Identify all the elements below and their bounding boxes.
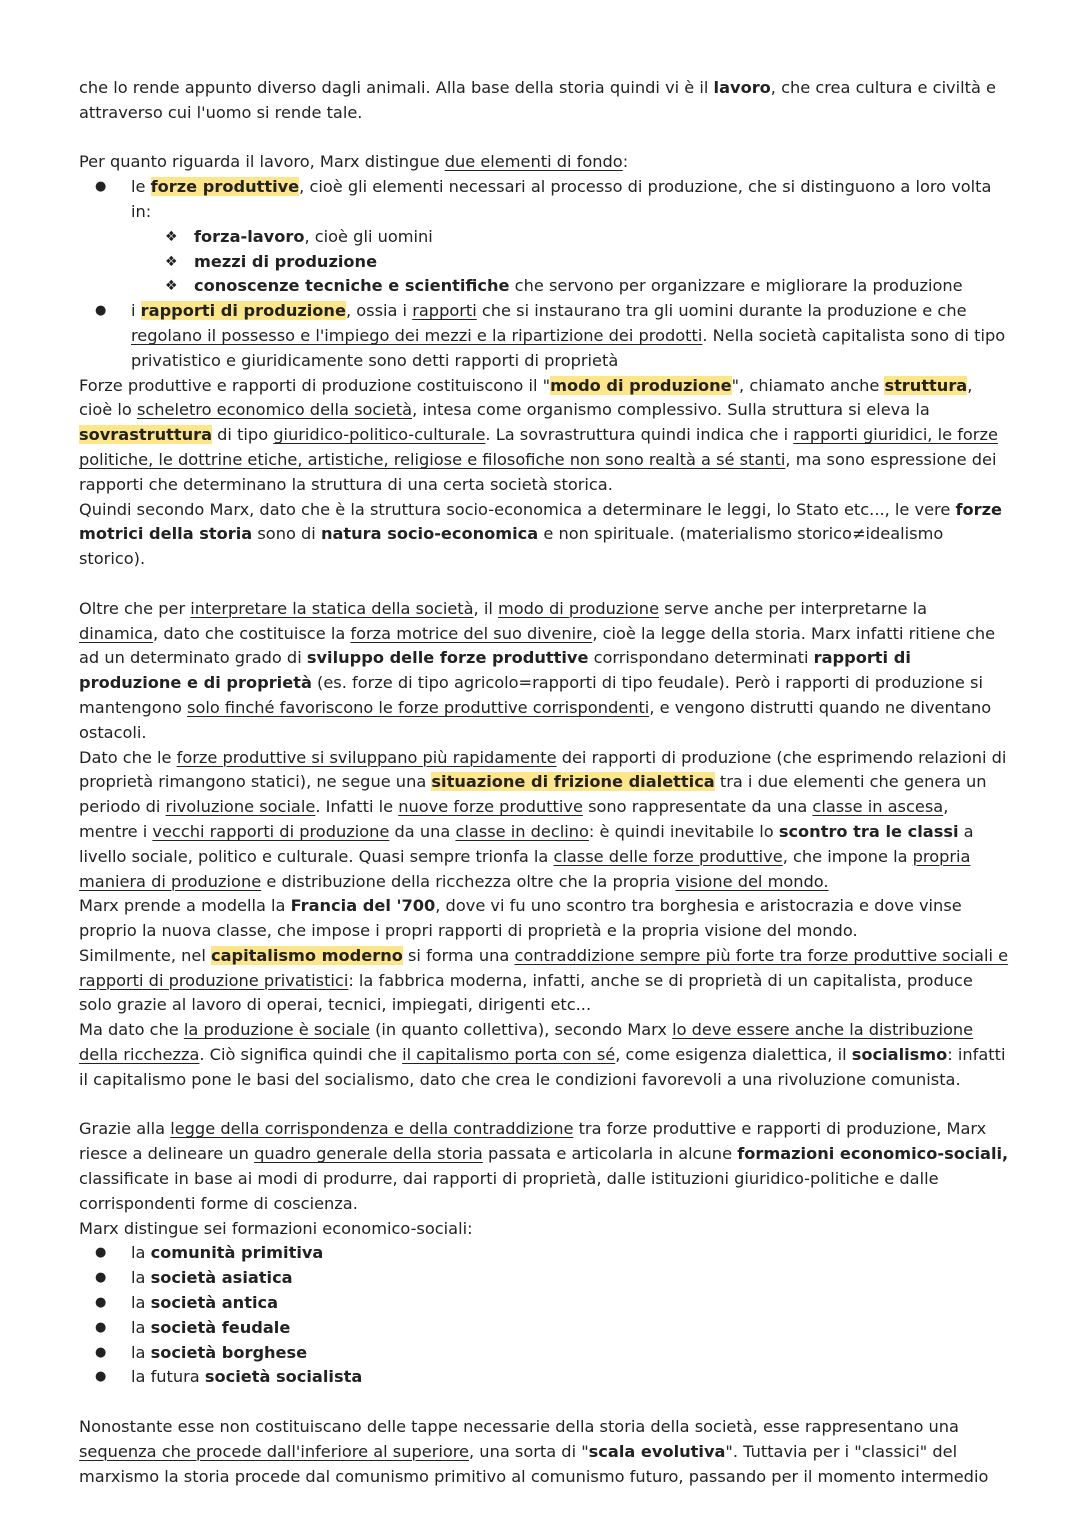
- list-item-forze-produttive: ● le forze produttive, cioè gli elementi necessari al processo di produzione, che si distinguono a loro volta in: ❖ forza-lavoro, cioè gli uomini ❖ mezzi di produzione ❖ conoscenze tecniche e scientifiche che servono per organizzare e migliorare la produzione: [79, 175, 1009, 299]
- underlined-term: solo finché favoriscono le forze produttive corrispondenti: [187, 697, 650, 717]
- paragraph-dinamica: Oltre che per interpretare la statica della società, il modo di produzione serve anche per interpretarne la dinamica, dato che costituisce la forza motrice del suo divenire, cioè la legge della storia. Marx infatti ritiene che ad un determinato grado di sviluppo delle forze produttive corrispondano determinati rapporti di produzione e di proprietà (es. forze di tipo agricolo=rapporti di tipo feudale). Però i rapporti di produzione si mantengono solo finché favoriscono le forze produttive corrispondenti, e vengono distrutti quando ne diventano ostacoli.: [79, 598, 996, 742]
- underlined-term: forza motrice del suo divenire: [350, 623, 593, 643]
- list-item: ● la società asiatica: [79, 1266, 1009, 1291]
- paragraph-forze-motrici: Quindi secondo Marx, dato che è la struttura socio-economica a determinare le leggi, lo Stato etc..., le vere forze motrici della storia sono di natura socio-economica e non spirituale. (materialismo storico≠idealismo storico).: [79, 499, 1003, 569]
- underlined-term: giuridico-politico-culturale: [273, 425, 486, 445]
- list-item: ● la futura società socialista: [79, 1365, 1009, 1390]
- sublist-item: ❖ mezzi di produzione: [79, 250, 1009, 275]
- highlighted-term: sovrastruttura: [79, 425, 213, 445]
- list-item: ● la società antica: [79, 1291, 1009, 1316]
- bold-term: Francia del '700: [290, 896, 436, 916]
- highlighted-term: situazione di frizione dialettica: [431, 772, 715, 792]
- list-item: ● la società borghese: [79, 1341, 1009, 1366]
- bold-term: rapporti di produzione e di proprietà: [79, 648, 911, 693]
- forze-produttive-sublist: [79, 225, 1009, 299]
- paragraph-lavoro: che lo rende appunto diverso dagli animali. Alla base della storia quindi vi è il lavoro, che crea cultura e civiltà e attraverso cui l'uomo si rende tale.: [79, 78, 997, 122]
- underlined-term: scheletro economico della società: [136, 400, 413, 420]
- underlined-term: contraddizione sempre più forte tra forze produttive sociali e rapporti di produzione privatistici: [79, 945, 1009, 990]
- underlined-term: rapporti: [412, 301, 477, 321]
- underlined-term: classe in declino: [455, 821, 589, 841]
- elementi-list: [79, 175, 1009, 373]
- underlined-term: vecchi rapporti di produzione: [152, 821, 390, 841]
- bold-term: lavoro: [713, 78, 771, 97]
- paragraph-sei-formazioni: Marx distingue sei formazioni economico-sociali:: [79, 1218, 473, 1238]
- list-item-rapporti-di-produzione: ● i rapporti di produzione, ossia i rapporti che si instaurano tra gli uomini durante la produzione e che regolano il possesso e l'impiego dei mezzi e la ripartizione dei prodotti. Nella società capitalista sono di tipo privatistico e giuridicamente sono detti rapporti di proprietà: [79, 299, 1009, 373]
- underlined-term: regolano il possesso e l'impiego dei mezzi e la ripartizione dei prodotti: [131, 325, 703, 345]
- bold-term: sviluppo delle forze produttive: [306, 648, 589, 668]
- underlined-term: classe in ascesa: [812, 797, 944, 817]
- highlighted-term: modo di produzione: [550, 375, 732, 395]
- underlined-term: due elementi di fondo: [444, 152, 623, 172]
- sublist-item: ❖ forza-lavoro, cioè gli uomini: [79, 225, 1009, 250]
- underlined-term: dinamica: [79, 623, 154, 643]
- underlined-term: legge della corrispondenza e della contraddizione: [170, 1119, 574, 1139]
- highlighted-term: forze produttive: [150, 177, 300, 197]
- underlined-term: propria maniera di produzione: [79, 846, 971, 891]
- document-page: [79, 76, 1009, 1489]
- underlined-term: rapporti giuridici, le forze politiche, le dottrine etiche, artistiche, religiose e filosofiche non sono realtà a sé stanti: [79, 425, 998, 469]
- list-item: ● la comunità primitiva: [79, 1241, 1009, 1266]
- paragraph-modo-di-produzione: Forze produttive e rapporti di produzione costituiscono il "modo di produzione", chiamato anche struttura, cioè lo scheletro economico della società, intesa come organismo complessivo. Sulla struttura si eleva la sovrastruttura di tipo giuridico-politico-culturale. La sovrastruttura quindi indica che i rapporti giuridici, le forze politiche, le dottrine etiche, artistiche, religiose e filosofiche non sono realtà a sé stanti, ma sono espressione dei rapporti che determinano la struttura di una certa società storica.: [79, 375, 998, 494]
- list-item: ● la società feudale: [79, 1316, 1009, 1341]
- paragraph-socialismo: Ma dato che la produzione è sociale (in quanto collettiva), secondo Marx lo deve essere anche la distribuzione della ricchezza. Ciò significa quindi che il capitalismo porta con sé, come esigenza dialettica, il socialismo: infatti il capitalismo pone le basi del socialismo, dato che crea le condizioni favorevoli a una rivoluzione comunista.: [79, 1020, 1006, 1089]
- underlined-term: visione del mondo.: [675, 871, 829, 891]
- bold-term: formazioni economico-sociali,: [737, 1144, 1009, 1164]
- underlined-term: il capitalismo porta con sé: [402, 1045, 616, 1065]
- underlined-term: quadro generale della storia: [254, 1144, 483, 1164]
- paragraph-scala-evolutiva: Nonostante esse non costituiscano delle tappe necessarie della storia della società, esse rappresentano una sequenza che procede dall'inferiore al superiore, una sorta di "scala evolutiva". Tuttavia per i "classici" del marxismo la storia procede dal comunismo primitivo al comunismo futuro, passando per il momento intermedio: [79, 1417, 989, 1486]
- underlined-term: rivoluzione sociale: [165, 797, 316, 817]
- paragraph-elementi-di-fondo: Per quanto riguarda il lavoro, Marx distingue due elementi di fondo:: [79, 152, 629, 172]
- bold-term: scala evolutiva: [588, 1441, 726, 1461]
- underlined-term: lo deve essere anche la distribuzione della ricchezza: [79, 1020, 974, 1065]
- bold-term: natura socio-economica: [320, 524, 539, 544]
- formazioni-list: [79, 1241, 1009, 1390]
- paragraph-francia: Marx prende a modella la Francia del '700, dove vi fu uno scontro tra borghesia e aristocrazia e dove vinse proprio la nuova classe, che impose i propri rapporti di proprietà e la propria visione del mondo.: [79, 896, 962, 941]
- highlighted-term: capitalismo moderno: [210, 945, 403, 965]
- underlined-term: classe delle forze produttive: [553, 846, 783, 866]
- underlined-term: nuove forze produttive: [398, 797, 583, 817]
- underlined-term: forze produttive si sviluppano più rapidamente: [176, 747, 557, 767]
- paragraph-frizione-dialettica: Dato che le forze produttive si sviluppano più rapidamente dei rapporti di produzione (che esprimendo relazioni di proprietà rimangono statici), ne segue una situazione di frizione dialettica tra i due elementi che genera un periodo di rivoluzione sociale. Infatti le nuove forze produttive sono rappresentate da una classe in ascesa, mentre i vecchi rapporti di produzione da una classe in declino: è quindi inevitabile lo scontro tra le classi a livello sociale, politico e culturale. Quasi sempre trionfa la classe delle forze produttive, che impone la propria maniera di produzione e distribuzione della ricchezza oltre che la propria visione del mondo.: [79, 747, 1007, 891]
- highlighted-term: struttura: [884, 375, 968, 395]
- bold-term: forze motrici della storia: [79, 499, 1003, 544]
- bold-term: scontro tra le classi: [778, 821, 959, 841]
- paragraph-formazioni: Grazie alla legge della corrispondenza e della contraddizione tra forze produttive e rapporti di produzione, Marx riesce a delineare un quadro generale della storia passata e articolarla in alcune formazioni economico-sociali, classificate in base ai modi di produrre, dai rapporti di proprietà, dalle istituzioni giuridico-politiche e dalle corrispondenti forme di coscienza.: [79, 1119, 1009, 1213]
- underlined-term: sequenza che procede dall'inferiore al superiore: [79, 1441, 470, 1461]
- underlined-term: modo di produzione: [497, 598, 660, 618]
- paragraph-capitalismo-moderno: Similmente, nel capitalismo moderno si forma una contraddizione sempre più forte tra forze produttive sociali e rapporti di produzione privatistici: la fabbrica moderna, infatti, anche se di proprietà di un capitalista, produce solo grazie al lavoro di operai, tecnici, impiegati, dirigenti etc...: [79, 945, 1009, 1015]
- underlined-term: la produzione è sociale: [183, 1020, 370, 1040]
- highlighted-term: rapporti di produzione: [140, 301, 346, 321]
- bold-term: socialismo: [851, 1045, 948, 1065]
- underlined-term: interpretare la statica della società: [190, 598, 474, 618]
- sublist-item: ❖ conoscenze tecniche e scientifiche che servono per organizzare e migliorare la produzione: [79, 274, 1009, 299]
